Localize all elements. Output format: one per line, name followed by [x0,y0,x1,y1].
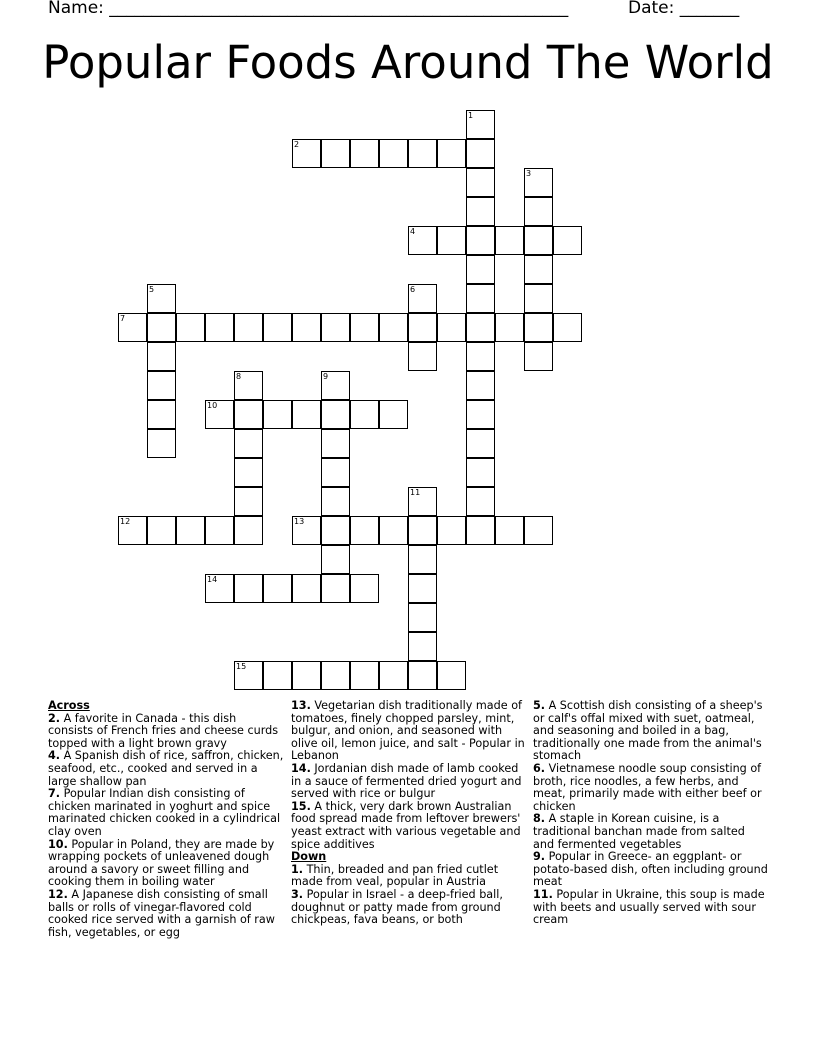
clues-column-3 [533,700,769,927]
grid-cell[interactable] [205,574,234,603]
grid-cell[interactable] [234,574,263,603]
clue-label: 12. [48,887,68,901]
grid-cell[interactable] [321,545,350,574]
grid-cell[interactable] [466,458,495,487]
grid-cell[interactable] [292,139,321,168]
grid-cell[interactable] [437,661,466,690]
clue-label: 9. [533,850,546,864]
grid-cell[interactable] [466,400,495,429]
clue [533,813,769,851]
clue-text: Popular in Greece- an eggplant- or potato-based dish, often including ground meat [533,850,768,889]
grid-cell[interactable] [263,661,292,690]
clue-label: 13. [291,699,311,712]
grid-cell[interactable] [524,284,553,313]
grid-cell[interactable] [147,400,176,429]
grid-cell[interactable] [234,429,263,458]
grid-cell[interactable] [321,371,350,400]
grid-cell[interactable] [524,197,553,226]
grid-cell[interactable] [408,545,437,574]
grid-cell[interactable] [408,516,437,545]
grid-cell[interactable] [118,313,147,342]
grid-cell[interactable] [495,516,524,545]
grid-cell[interactable] [466,371,495,400]
grid-cell[interactable] [408,284,437,313]
clue-label: 7. [48,787,61,801]
grid-cell[interactable] [234,400,263,429]
grid-cell[interactable] [292,661,321,690]
clue-label: 10. [48,837,68,851]
clue-number: 9 [323,372,329,381]
grid-cell[interactable] [147,516,176,545]
grid-cell[interactable] [321,487,350,516]
grid-cell[interactable] [466,313,495,342]
clue-number: 10 [207,401,218,410]
grid-cell[interactable] [350,139,379,168]
grid-cell[interactable] [408,313,437,342]
grid-cell[interactable] [466,284,495,313]
grid-cell[interactable] [408,226,437,255]
clue-label: 15. [291,799,311,813]
grid-cell[interactable] [321,661,350,690]
grid-cell[interactable] [263,313,292,342]
grid-cell[interactable] [466,139,495,168]
clue [291,801,527,851]
clue-number: 2 [294,140,300,149]
clue-number: 4 [410,227,416,236]
clue [533,851,769,889]
name-line[interactable]: Name: ______________________________________________________ [48,0,569,18]
grid-cell[interactable] [408,342,437,371]
clue-label: 5. [533,699,546,712]
grid-cell[interactable] [379,400,408,429]
clue-text: Vietnamese noodle soup consisting of broth, rice noodles, a few herbs, and meat, primarily made with either beef or chicken [533,761,762,813]
page-title: Popular Foods Around The World [42,36,774,89]
grid-cell[interactable] [466,168,495,197]
clue-text: Popular in Ukraine, this soup is made with beets and usually served with sour cream [533,887,765,927]
clue-label: 11. [533,887,553,901]
clue-text: Thin, breaded and pan fried cutlet made from veal, popular in Austria [291,862,499,889]
clue-number: 11 [410,488,421,497]
grid-cell[interactable] [234,458,263,487]
grid-cell[interactable] [495,313,524,342]
grid-cell[interactable] [321,400,350,429]
clue-text: Jordanian dish made of lamb cooked in a sauce of fermented dried yogurt and served with rice or bulgur [291,761,522,801]
clues-column-2 [291,700,527,927]
grid-cell[interactable] [321,574,350,603]
grid-cell[interactable] [524,226,553,255]
clue-label: 4. [48,749,61,763]
grid-cell[interactable] [524,255,553,284]
grid-cell[interactable] [408,487,437,516]
grid-cell[interactable] [147,429,176,458]
clue-number: 3 [526,169,532,178]
clues-column-1 [48,700,284,939]
clue-label: 8. [533,812,546,826]
clue-text: A Japanese dish consisting of small balls or rolls of vinegar-flavored cold cooked rice served with a garnish of raw fish, vegetables, or egg [48,887,275,939]
clue-label: 14. [291,761,311,775]
grid-cell[interactable] [408,603,437,632]
clue [291,763,527,801]
grid-cell[interactable] [437,516,466,545]
grid-cell[interactable] [118,516,147,545]
grid-cell[interactable] [437,313,466,342]
grid-cell[interactable] [524,168,553,197]
clue-number: 15 [236,662,247,671]
clue-text: A staple in Korean cuisine, is a traditional banchan made from salted and fermented vegetables [533,812,745,851]
grid-cell[interactable] [350,313,379,342]
clue-text: A thick, very dark brown Australian food spread made from leftover brewers' yeast extract with various vegetable and spice additives [291,799,521,851]
grid-cell[interactable] [466,342,495,371]
grid-cell[interactable] [147,342,176,371]
clue-number: 8 [236,372,242,381]
grid-cell[interactable] [379,313,408,342]
grid-cell[interactable] [205,516,234,545]
clue [533,763,769,813]
clue-number: 12 [120,517,131,526]
grid-cell[interactable] [408,661,437,690]
down-heading: Down [291,850,327,864]
grid-cell[interactable] [205,313,234,342]
grid-cell[interactable] [437,139,466,168]
grid-cell[interactable] [176,516,205,545]
clue [291,889,527,927]
date-line[interactable]: Date: _______ [628,0,740,18]
grid-cell[interactable] [321,313,350,342]
clue [291,864,527,889]
grid-cell[interactable] [524,313,553,342]
grid-cell[interactable] [234,487,263,516]
grid-cell[interactable] [263,574,292,603]
grid-cell[interactable] [466,197,495,226]
clue-number: 6 [410,285,416,294]
grid-cell[interactable] [350,516,379,545]
clue-text: A Scottish dish consisting of a sheep's or calf's offal mixed with suet, oatmeal, and seasoning and boiled in a bag, traditionally one made from the animal's stomach [533,699,763,763]
grid-cell[interactable] [379,661,408,690]
grid-cell[interactable] [292,400,321,429]
grid-cell[interactable] [466,487,495,516]
clue-text: Popular Indian dish consisting of chicken marinated in yoghurt and spice marinated chicken cooked in a cylindrical clay oven [48,787,281,838]
grid-cell[interactable] [495,226,524,255]
grid-cell[interactable] [408,139,437,168]
clue-text: Vegetarian dish traditionally made of tomatoes, finely chopped parsley, mint, bulgur, and onion, and seasoned with olive oil, lemon juice, and salt - Popular in Lebanon [291,699,525,763]
clue-number: 7 [120,314,126,323]
grid-cell[interactable] [292,574,321,603]
grid-cell[interactable] [350,574,379,603]
clue-text: Popular in Israel - a deep-fried ball, doughnut or patty made from ground chickpeas, fava beans, or both [291,887,503,927]
grid-cell[interactable] [234,516,263,545]
grid-cell[interactable] [350,400,379,429]
grid-cell[interactable] [321,139,350,168]
grid-cell[interactable] [524,516,553,545]
grid-cell[interactable] [321,429,350,458]
clue [48,788,284,838]
clue [48,713,284,751]
grid-cell[interactable] [263,400,292,429]
clue-number: 14 [207,575,218,584]
clue [291,700,527,763]
grid-cell[interactable] [524,342,553,371]
grid-cell[interactable] [234,313,263,342]
grid-cell[interactable] [234,661,263,690]
grid-cell[interactable] [321,516,350,545]
clue [48,889,284,939]
grid-cell[interactable] [408,574,437,603]
grid-cell[interactable] [292,313,321,342]
grid-cell[interactable] [466,226,495,255]
grid-cell[interactable] [321,458,350,487]
grid-cell[interactable] [466,255,495,284]
clue [48,839,284,889]
grid-cell[interactable] [176,313,205,342]
clue-text: Popular in Poland, they are made by wrapping pockets of unleavened dough around a savory or sweet filling and cooking them in boiling water [48,837,275,889]
grid-cell[interactable] [437,226,466,255]
grid-cell[interactable] [379,516,408,545]
clue [533,889,769,927]
clue-text: A Spanish dish of rice, saffron, chicken, seafood, etc., cooked and served in a large shallow pan [48,749,284,788]
grid-cell[interactable] [147,371,176,400]
across-heading: Across [48,699,90,712]
clue [533,700,769,763]
grid-cell[interactable] [408,632,437,661]
clue-number: 13 [294,517,305,526]
clue-label: 3. [291,887,304,901]
grid-cell[interactable] [379,139,408,168]
grid-cell[interactable] [147,313,176,342]
clue-label: 6. [533,761,546,775]
grid-cell[interactable] [466,516,495,545]
clue-label: 2. [48,711,61,725]
clue-number: 5 [149,285,155,294]
clue-text: A favorite in Canada - this dish consists of French fries and cheese curds topped with a light brown gravy [48,711,279,750]
grid-cell[interactable] [350,661,379,690]
grid-cell[interactable] [466,110,495,139]
grid-cell[interactable] [205,400,234,429]
grid-cell[interactable] [553,313,582,342]
clue-number: 1 [468,111,474,120]
grid-cell[interactable] [234,371,263,400]
clue [48,750,284,788]
grid-cell[interactable] [292,516,321,545]
grid-cell[interactable] [466,429,495,458]
grid-cell[interactable] [553,226,582,255]
clue-label: 1. [291,862,304,876]
grid-cell[interactable] [147,284,176,313]
